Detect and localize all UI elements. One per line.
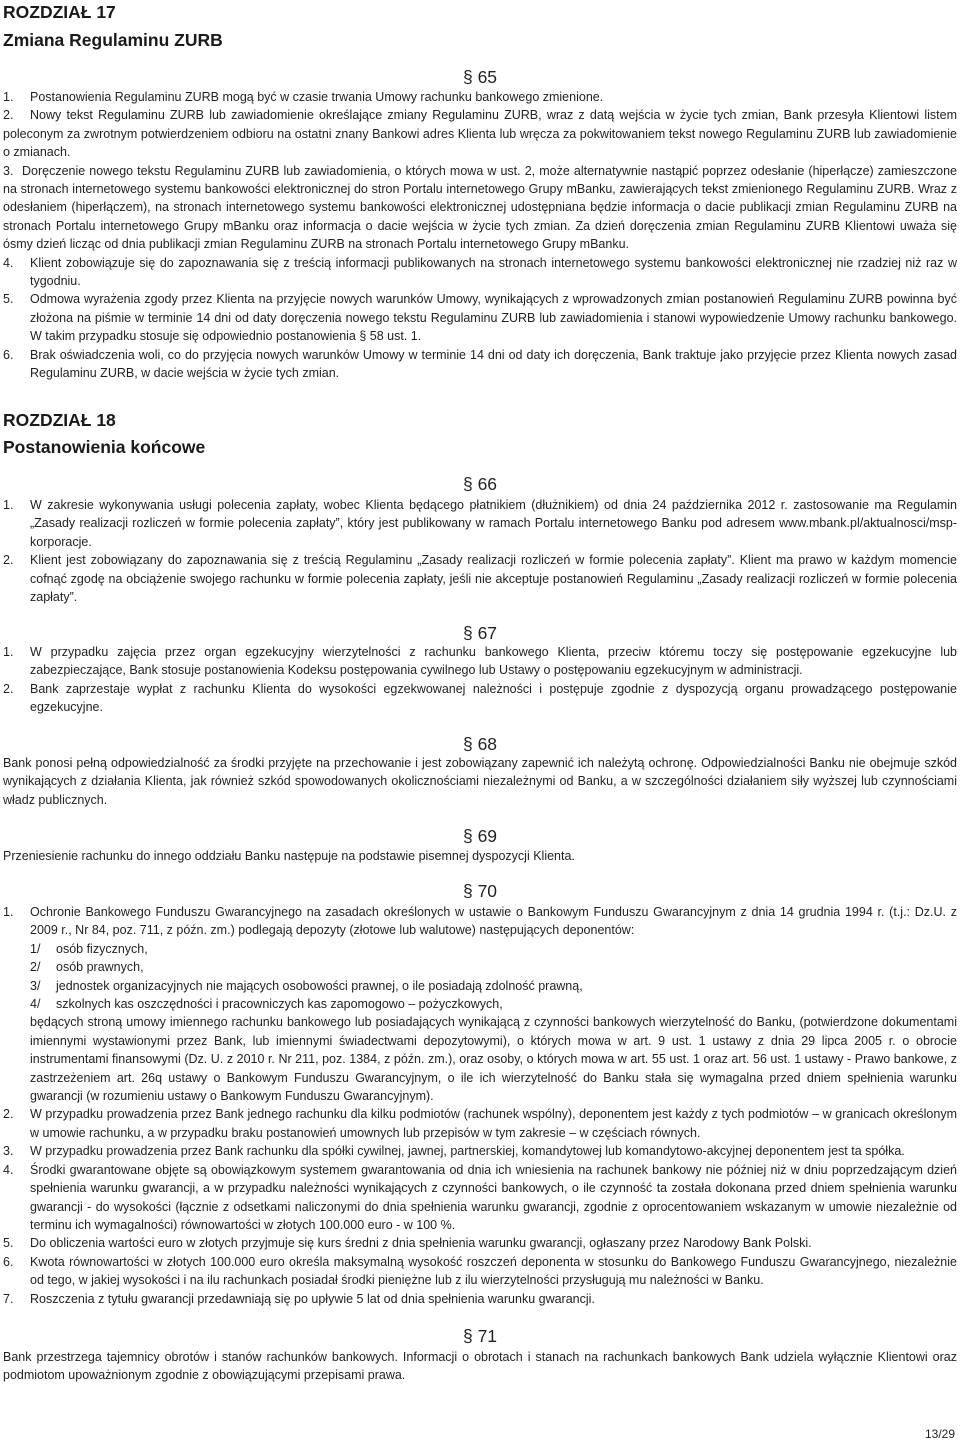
item-text: W zakresie wykonywania usługi polecenia zapłaty, wobec Klienta będącego płatnikiem (dłużnikiem) od dnia 24 października 2012 r. zastosowanie ma Regulamin „Zasady realizacji rozliczeń w formie polecenia zapłaty”, który jest publikowany w ramach Portalu internetowego Banku pod adresem www.mbank.pl/aktualnosci/msp-korporacje. [30,498,957,549]
section-65-list [3,88,957,383]
sub-item [30,995,957,1013]
section-69-sign: § 69 [462,826,498,846]
item-text: W przypadku prowadzenia przez Bank jednego rachunku dla kilku podmiotów (rachunek wspólny), deponentem jest każdy z tych podmiotów – w granicach określonym w umowie rachunku, a w przypadku braku postanowień umownych lub przepisów w tym zakresie – w częściach równych. [30,1107,957,1140]
chapter-17-title: Zmiana Regulaminu ZURB [3,30,223,50]
item-text: Odmowa wyrażenia zgody przez Klienta na przyjęcie nowych warunków Umowy, wynikających z wprowadzonych zmian postanowień Regulaminu ZURB powinna być złożona na piśmie w terminie 14 dni od daty doręczenia nowego tekstu Regulaminu ZURB lub zawiadomienia i stanowi wypowiedzenie Umowy rachunku bankowego. W takim przypadku stosuje się odpowiednio postanowienia § 58 ust. 1. [30,292,957,344]
section-68-text: Bank ponosi pełną odpowiedzialność za środki przyjęte na przechowanie i jest zobowiązany zapewnić ich należytą ochronę. Odpowiedzialności Banku nie obejmuje szkód wynikających z działania Klienta, jak również szkód spowodowanych okolicznościami niezależnymi od Banku, a w szczególności działaniem siły wyższej lub czynnościami władz publicznych. [3,756,957,807]
item-number: 2. [3,1107,14,1122]
item-number: 3. [3,163,14,178]
item-number: 6. [3,347,14,362]
list-item [3,643,957,680]
chapter-18-title: Postanowienia końcowe [3,437,206,457]
section-67-sign: § 67 [462,623,498,643]
list-item [3,106,957,161]
sub-item [30,977,957,995]
item-text: Klient jest zobowiązany do zapoznawania się z treścią Regulaminu „Zasady realizacji rozliczeń w formie polecenia zapłaty”. Klient ma prawo w każdym momencie cofnąć zgodę na obciążenie swojego rachunku w formie polecenia zapłaty, jeśli nie akceptuje postanowień Regulaminu „Zasady realizacji rozliczeń w formie polecenia zapłaty”. [30,553,957,605]
item-text: Kwota równowartości w złotych 100.000 euro określa maksymalną wysokość roszczeń deponenta w stosunku do Bankowego Funduszu Gwarancyjnego, niezależnie od tego, w jakiej wysokości i na ilu rachunkach posiadał środki pieniężne lub z ilu wierzytelności przysługują mu należności w Banku. [30,1254,957,1288]
list-item [3,1290,957,1308]
item-text: W przypadku prowadzenia przez Bank rachunku dla spółki cywilnej, jawnej, partnerskiej, komandytowej lub komandytowo-akcyjnej deponentem jest ta spółka. [30,1144,905,1159]
section-71-text: Bank przestrzega tajemnicy obrotów i stanów rachunków bankowych. Informacji o obrotach i stanach na rachunkach bankowych Bank udziela wyłącznie Klientowi oraz podmiotom upoważnionym zgodnie z obowiązującymi przepisami prawa. [3,1350,957,1383]
item-number: 6. [3,1254,14,1269]
sub-item-number: 2/ [30,960,41,975]
item-text: Środki gwarantowane objęte są obowiązkowym systemem gwarantowania od dnia ich wniesienia na rachunek bankowy nie później niż w dniu poprzedzającym dzień spełnienia warunku gwarancji, a w przypadku należności wynikających z czynności bankowych, o ile czynność ta została dokonana przed dniem spełnienia warunku gwarancji - do wysokości (łącznie z odsetkami naliczonymi do dnia spełnienia warunku gwarancji, zgodnie z oprocentowaniem wskazanym w umowie niezależnie od terminu ich wymagalności) równowartości w złotych 100.000 euro - w 100 %. [30,1162,957,1232]
item-number: 7. [3,1291,14,1306]
list-item [3,1161,957,1235]
section-66-list [3,496,957,606]
sub-item-text: osób fizycznych, [56,941,148,956]
list-item [3,290,957,345]
item-number: 5. [3,292,14,307]
sub-item-number: 3/ [30,978,41,993]
item-text: Brak oświadczenia woli, co do przyjęcia nowych warunków Umowy w terminie 14 dni od daty ich doręczenia, Bank traktuje jako przyjęcie przez Klienta nowych zasad Regulaminu ZURB, w dacie wejścia w życie tych zmian. [30,347,957,381]
item-number: 5. [3,1236,14,1251]
item-text: Do obliczenia wartości euro w złotych przyjmuje się kurs średni z dnia spełnienia warunku gwarancji, ogłaszany przez Narodowy Bank Polski. [30,1236,812,1251]
sub-item [30,940,957,958]
item-text: Nowy tekst Regulaminu ZURB lub zawiadomienie określające zmiany Regulaminu ZURB, wraz z datą wejścia w życie tych zmian, Bank przesyła Klientowi listem poleconym za zwrotnym potwierdzeniem odbioru na ostatni znany Bankowi adres Klienta lub wręcza za pokwitowaniem tekst nowego Regulaminu ZURB lub zawiadomienie o zmianach. [3,108,957,160]
section-70-sign: § 70 [462,881,498,901]
item-text: Bank zaprzestaje wypłat z rachunku Klienta do wysokości egzekwowanej należności i postępuje zgodnie z dyspozycją organu prowadzącego postępowanie egzekucyjne. [30,681,957,715]
list-item [3,1105,957,1142]
list-item [3,162,957,254]
list-item [3,88,957,106]
sub-item-text: osób prawnych, [56,960,144,975]
section-71-sign: § 71 [462,1326,498,1346]
section-67-list [3,643,957,717]
sub-item-text: jednostek organizacyjnych nie mających osobowości prawnej, o ile posiadają zdolność prawną, [56,978,583,993]
item-number: 2. [3,108,14,123]
list-item [3,1142,957,1160]
page-number: 13/29 [924,1427,955,1441]
item-continuation-text: będących stroną umowy imiennego rachunku bankowego lub posiadających wynikającą z czynności bankowych wierzytelność do Banku, (potwierdzone dokumentami imiennymi wystawionymi przez Bank, lub imiennymi świadectwami depozytowymi), o których mowa w art. 9 ust. 1 ustawy z dnia 29 lipca 2005 r. o obrocie instrumentami finansowymi (Dz. U. z 2010 r. Nr 211, poz. 1384, z późn. zm.), oraz osoby, o których mowa w art. 55 ust. 1 oraz art. 56 ust. 1 ustawy - Prawo bankowe, z zastrzeżeniem art. 26q ustawy o Bankowym Funduszu Gwarancyjnym, o ile ich wierzytelność do Banku stała się wymagalna przed dniem spełnienia warunku gwarancji (w rozumieniu ustawy o Bankowym Funduszu Gwarancyjnym). [30,1015,957,1104]
section-70-list [3,903,957,1308]
chapter-17-label: ROZDZIAŁ 17 [3,2,116,22]
list-item [3,903,957,1105]
section-68-sign: § 68 [462,734,498,754]
item-number: 1. [3,645,14,659]
item-number: 2. [3,681,14,696]
list-item [3,551,957,606]
item-number: 1. [3,498,14,512]
section-65-sign: § 65 [462,67,498,87]
sub-item-number: 4/ [30,997,41,1012]
item-text: Roszczenia z tytułu gwarancji przedawniają się po upływie 5 lat od dnia spełnienia warunku gwarancji. [30,1291,595,1306]
item-number: 3. [3,1144,14,1159]
list-item [3,1253,957,1290]
item-text: Postanowienia Regulaminu ZURB mogą być w czasie trwania Umowy rachunku bankowego zmienione. [30,90,604,104]
list-item [3,1234,957,1252]
sub-item-number: 1/ [30,941,41,956]
section-69-text: Przeniesienie rachunku do innego oddziału Banku następuje na podstawie pisemnej dyspozycji Klienta. [3,849,575,863]
item-number: 4. [3,1162,14,1177]
item-number: 2. [3,553,14,568]
item-text: Klient zobowiązuje się do zapoznawania się z treścią informacji publikowanych na stronach internetowego systemu bankowości elektronicznej nie rzadziej niż raz w tygodniu. [30,255,957,289]
chapter-18-label: ROZDZIAŁ 18 [3,410,116,430]
list-item [3,346,957,383]
item-text: Ochronie Bankowego Funduszu Gwarancyjnego na zasadach określonych w ustawie o Bankowym Funduszu Gwarancyjnym z dnia 14 grudnia 1994 r. (t.j.: Dz.U. z 2009 r., Nr 84, poz. 711, z późn. zm.) podlegają depozyty (złotowe lub walutowe) następujących deponentów: [30,905,957,938]
list-item [3,496,957,551]
section-66-sign: § 66 [462,474,498,494]
sub-item-text: szkolnych kas oszczędności i pracowniczych kas zapomogowo – pożyczkowych, [56,997,503,1012]
list-item [3,680,957,717]
item-text: Doręczenie nowego tekstu Regulaminu ZURB lub zawiadomienia, o których mowa w ust. 2, może alternatywnie nastąpić poprzez odesłanie (hiperłącze) zamieszczone na stronach internetowego systemu bankowości elektronicznej do stron Portalu internetowego Grupy mBanku, zawierających tekst zmienionego Regulaminu ZURB. Wraz z odesłaniem (hiperłączem), na stronach internetowego systemu bankowości elektronicznej udostępniana będzie informacja o dacie publikacji zmian Regulaminu ZURB na stronach Portalu internetowego Grupy mBanku oraz informacja o dacie wejścia w życie tych zmian. Za dzień doręczenia zmian Regulaminu ZURB Klientowi uważa się ósmy dzień licząc od dnia publikacji zmian Regulaminu ZURB na stronach Portalu internetowego Grupy mBanku. [3,163,957,252]
item-number: 1. [3,90,14,104]
list-item [3,254,957,291]
item-text: W przypadku zajęcia przez organ egzekucyjny wierzytelności z rachunku bankowego Klienta, przeciw któremu toczy się postępowanie egzekucyjne lub zabezpieczające, Bank stosuje postanowienia Kodeksu postępowania cywilnego lub Ustawy o postępowaniu egzekucyjnym w administracji. [30,645,957,678]
item-number: 4. [3,255,14,270]
sub-item [30,958,957,976]
item-number: 1. [3,905,14,919]
